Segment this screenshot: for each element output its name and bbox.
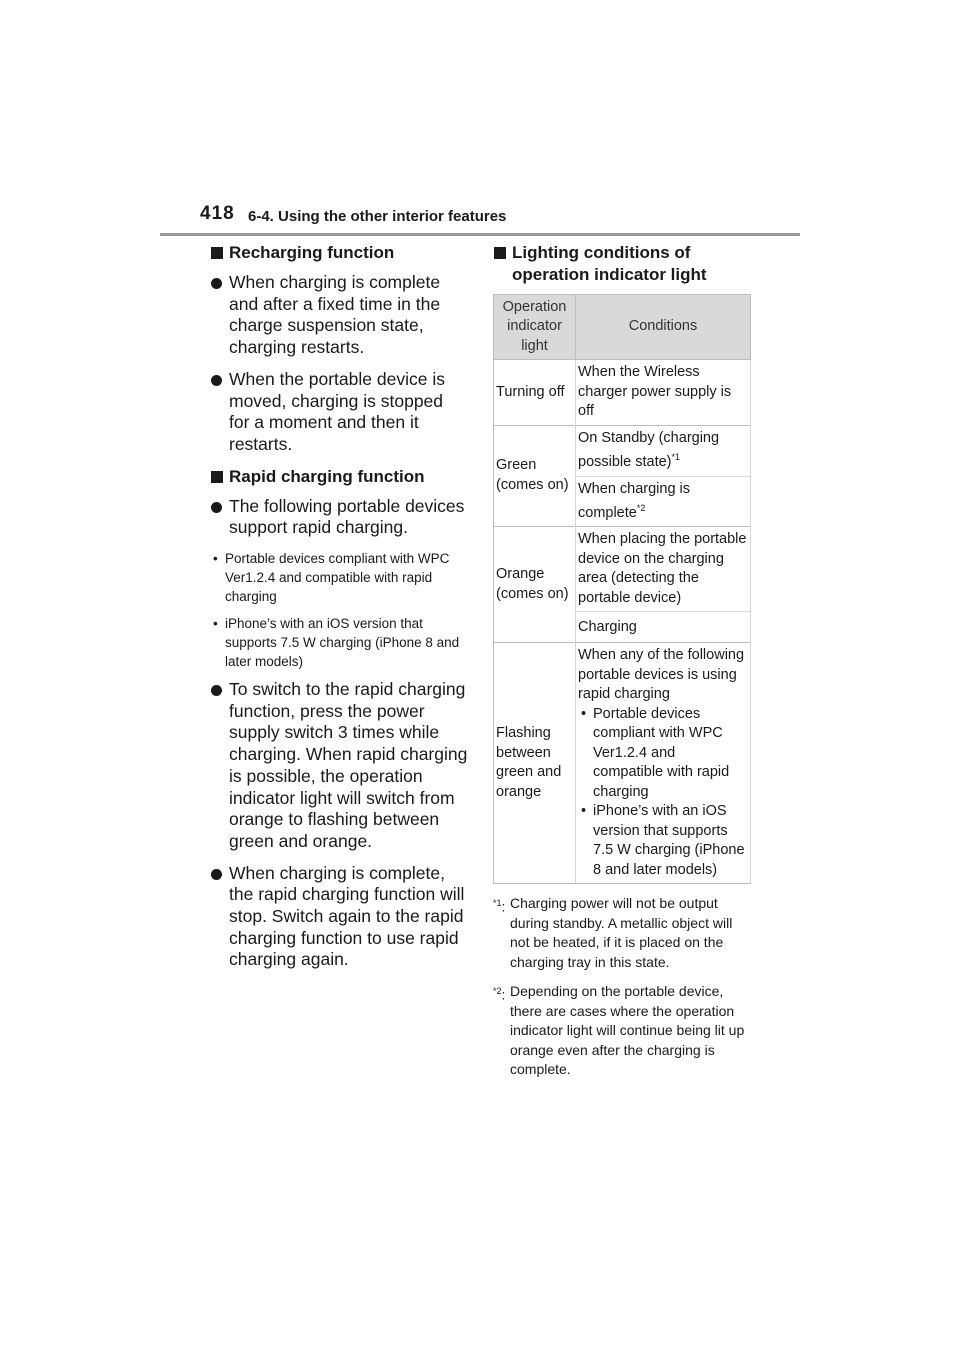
rapid-charging-heading: Rapid charging function	[210, 466, 468, 488]
rapid-charging-paragraph-1: The following portable devices support rapid charging.	[210, 496, 468, 539]
condition-green-standby	[576, 425, 751, 476]
footnote-2-mark: $^{*2}$:	[493, 986, 506, 1003]
page-number: 418	[200, 203, 235, 224]
recharging-heading: Recharging function	[210, 242, 468, 264]
indicator-conditions-table	[493, 294, 751, 884]
condition-orange-placing: When placing the portable device on the charging area (detecting the portable device)	[576, 527, 751, 612]
condition-flashing-intro: When any of the following portable devices is using rapid charging	[578, 647, 745, 703]
lighting-conditions-heading: Lighting conditions of operation indicator light	[493, 242, 753, 286]
list-item: • Portable devices compliant with WPC Ver1.2.4 and compatible with rapid charging	[578, 705, 748, 803]
footnote-ref-1: *1	[671, 452, 681, 463]
table-row	[494, 527, 751, 612]
footnote-1-mark: $^{*1}$:	[493, 898, 506, 915]
light-orange: Orange (comes on)	[494, 527, 576, 643]
light-green: Green (comes on)	[494, 425, 576, 527]
recharging-paragraph-1: When charging is complete and after a fixed time in the charge suspension state, charging restarts.	[210, 272, 468, 359]
column-header-light: Operation indicator light	[494, 295, 576, 360]
section-title: 6-4. Using the other interior features	[248, 208, 507, 225]
condition-flashing	[576, 643, 751, 884]
recharging-paragraph-2: When the portable device is moved, charging is stopped for a moment and then it restarts.	[210, 369, 468, 456]
light-turning-off: Turning off	[494, 360, 576, 426]
rapid-charging-note-2: • iPhone’s with an iOS version that supports 7.5 W charging (iPhone 8 and later models)	[210, 614, 468, 671]
list-item: • iPhone’s with an iOS version that supports 7.5 W charging (iPhone 8 and later models)	[578, 802, 748, 880]
footnote-1	[493, 894, 753, 972]
header-divider	[160, 233, 800, 236]
left-column	[210, 242, 468, 981]
table-row	[494, 643, 751, 884]
footnote-1-text: Charging power will not be output during standby. A metallic object will not be heated, if it is placed on the charging tray in this state.	[510, 895, 733, 970]
footnote-1-sup: *1	[493, 898, 502, 909]
condition-green-complete	[576, 476, 751, 527]
rapid-charging-paragraph-3: When charging is complete, the rapid charging function will stop. Switch again to the rapid charging function to use rapid charging again.	[210, 863, 468, 972]
right-column	[493, 242, 753, 1080]
condition-turning-off: When the Wireless charger power supply is off	[576, 360, 751, 426]
flashing-device-list	[578, 705, 748, 881]
footnote-2-sup: *2	[493, 986, 502, 997]
table-row	[494, 425, 751, 476]
footnote-ref-2: *2	[636, 503, 646, 513]
column-header-conditions: Conditions	[576, 295, 751, 360]
rapid-charging-note-1: • Portable devices compliant with WPC Ver1.2.4 and compatible with rapid charging	[210, 549, 468, 606]
condition-green-standby-text: On Standby (charging possible state)	[578, 429, 720, 470]
table-row	[494, 360, 751, 426]
table-header-row	[494, 295, 751, 360]
footnote-2	[493, 982, 753, 1080]
light-flashing: Flashing between green and orange	[494, 643, 576, 884]
condition-orange-charging: Charging	[576, 612, 751, 643]
condition-green-complete-text: When charging is complete	[578, 480, 691, 521]
rapid-charging-paragraph-2: To switch to the rapid charging function, press the power supply switch 3 times while charging. When rapid charging is possible, the operation indicator light will switch from orange to flashing between green and orange.	[210, 679, 468, 853]
footnote-2-text: Depending on the portable device, there are cases where the operation indicator light will continue being lit up orange even after the charging is complete.	[510, 983, 745, 1078]
